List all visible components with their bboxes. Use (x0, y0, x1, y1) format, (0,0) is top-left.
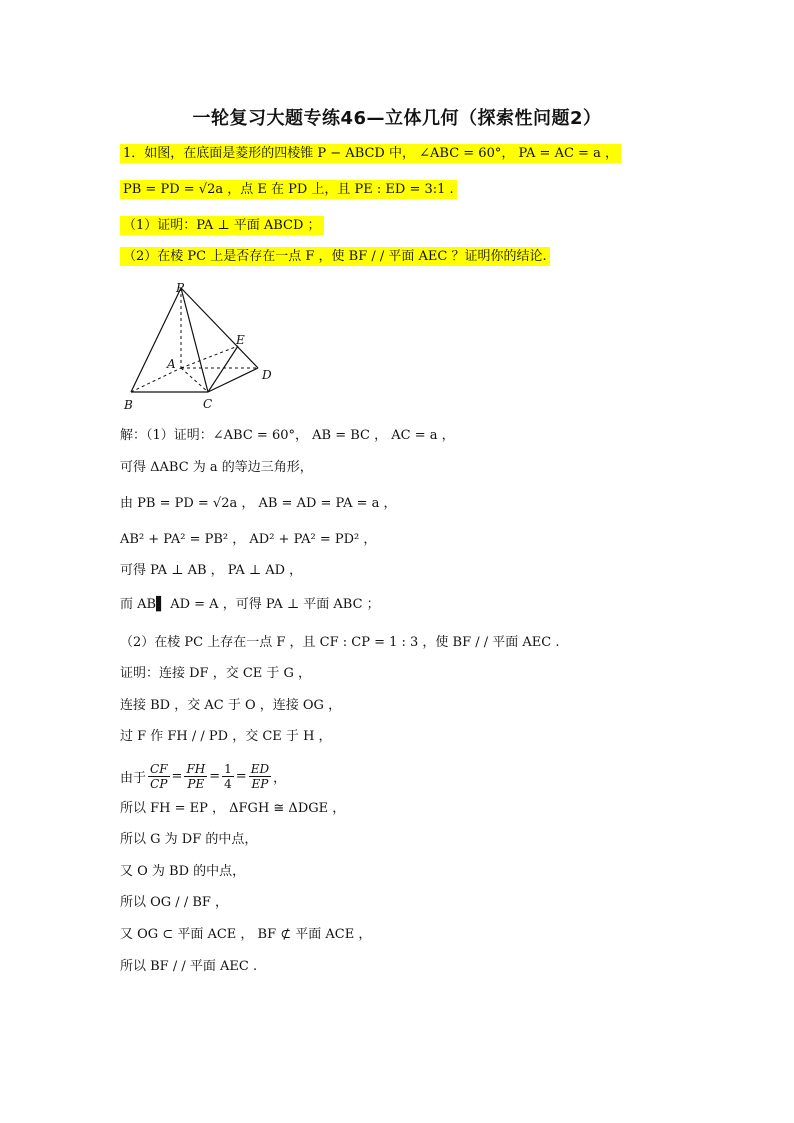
solution-line-17: 所以 BF / / 平面 AEC . (120, 959, 258, 974)
problem-statement-1: 1．如图，在底面是菱形的四棱锥 P − ABCD 中， ∠ABC = 60°， PA = AC = a ， (120, 144, 621, 163)
equals-sign: = (171, 768, 183, 784)
solution-line-10: 过 F 作 FH / / PD ，交 CE 于 H ， (120, 729, 332, 744)
label-a: A (167, 357, 176, 371)
fraction-num: FH (186, 761, 206, 776)
fraction-num: 1 (224, 761, 232, 776)
label-d: D (262, 368, 272, 382)
solution-line-9: 连接 BD ，交 AC 于 O ，连接 OG ， (120, 698, 342, 713)
fraction-fh-pe (184, 762, 207, 791)
fraction-prefix: 由于 (120, 770, 147, 786)
part-2-text: （2）在棱 PC 上是否存在一点 F ，使 BF / / 平面 AEC ？证明你的结论. (120, 247, 550, 266)
edge-ba-hidden (131, 368, 181, 392)
edge-ac-hidden (181, 368, 208, 392)
solution-line-3: 由 PB = PD = √2a ， AB = AD = PA = a ， (120, 496, 397, 511)
fraction-den: CP (150, 776, 168, 791)
fraction-num: ED (250, 761, 270, 776)
solution-line-6: 而 AB▌ AD = A ，可得 PA ⊥ 平面 ABC ； (120, 597, 380, 612)
fraction-den: 4 (224, 776, 232, 791)
solution-line-13: 所以 G 为 DF 的中点， (120, 832, 258, 847)
fraction-den: PE (187, 776, 205, 791)
solution-line-4: AB² + PA² = PB² ， AD² + PA² = PD² ， (120, 532, 377, 547)
problem-line-2 (120, 180, 457, 200)
solution-line-5: 可得 PA ⊥ AB ， PA ⊥ AD ， (120, 563, 303, 578)
edge-pc (181, 288, 208, 392)
problem-part-2 (120, 247, 550, 267)
label-c: C (203, 397, 213, 411)
solution-line-12: 所以 FH = EP ， ΔFGH ≅ ΔDGE ， (120, 801, 346, 816)
label-e: E (236, 333, 245, 347)
solution-line-2: 可得 ΔABC 为 a 的等边三角形， (120, 460, 313, 475)
solution-line-1: 解：（1）证明：∠ABC = 60°， AB = BC ， AC = a ， (120, 428, 455, 443)
solution-line-7: （2）在棱 PC 上存在一点 F ，且 CF : CP = 1 : 3 ，使 BF / / 平面 AEC . (120, 635, 560, 650)
fraction-cf-cp (148, 762, 170, 791)
label-b: B (124, 398, 133, 412)
fraction-den: EP (251, 776, 269, 791)
problem-statement-2: PB = PD = √2a ，点 E 在 PD 上，且 PE : ED = 3:1 . (120, 180, 457, 199)
edge-pb (131, 288, 181, 392)
equals-sign: = (209, 768, 221, 784)
pyramid-figure (120, 280, 280, 415)
fraction-num: CF (150, 761, 168, 776)
page-title: 一轮复习大题专练46—立体几何（探索性问题2） (192, 108, 602, 129)
edge-ae-hidden (181, 346, 238, 368)
fraction-ed-ep (249, 762, 271, 791)
solution-line-8: 证明：连接 DF ，交 CE 于 G ， (120, 666, 312, 681)
fraction-suffix: ， (273, 770, 287, 786)
edge-pd (181, 288, 258, 368)
problem-part-1 (120, 216, 324, 236)
fraction-one-quarter (222, 762, 234, 791)
equals-sign: = (235, 768, 247, 784)
label-p: P (176, 281, 185, 295)
part-1-text: （1）证明：PA ⊥ 平面 ABCD ； (120, 216, 324, 235)
solution-line-14: 又 O 为 BD 的中点， (120, 864, 246, 879)
solution-line-15: 所以 OG / / BF ， (120, 895, 229, 910)
solution-line-16: 又 OG ⊂ 平面 ACE ， BF ⊄ 平面 ACE ， (120, 927, 372, 942)
solution-line-11 (120, 756, 286, 796)
problem-line-1 (120, 144, 621, 164)
